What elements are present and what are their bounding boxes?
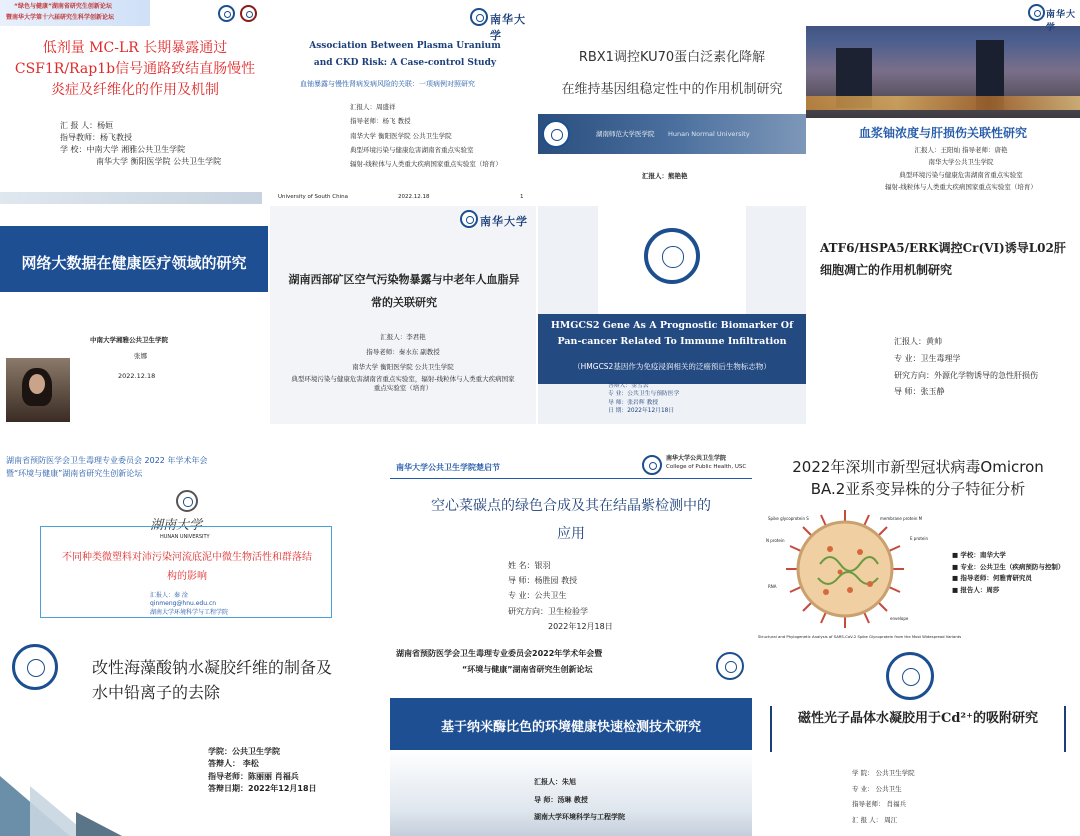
- slide-title: 改性海藻酸钠水凝胶纤维的制备及水中铅离子的去除: [92, 658, 333, 702]
- slide-3: [538, 0, 806, 204]
- info-block: [852, 766, 915, 828]
- research-line: 研究方向：卫生检验学: [508, 606, 588, 616]
- advisor-line: 指导老师： 肖福兵: [852, 800, 907, 809]
- advisor-line: 指导老师：秦水东 副教授: [366, 347, 440, 356]
- diagram-label-rna: RNA: [768, 584, 777, 589]
- bottom-strip: [0, 192, 262, 204]
- slide-title-en: Association Between Plasma Uranium and CKD Risk: A Case-control Study: [309, 41, 501, 69]
- slide-14: [756, 644, 1080, 836]
- presentation-date: 2022.12.18: [118, 372, 156, 380]
- diagram-label-envelope: envelope: [890, 616, 909, 621]
- advisor-line: 导 师：杨胜园 教授: [508, 576, 578, 586]
- info-block: [894, 334, 1038, 401]
- reporter-line: 汇报人：黄帅: [894, 337, 942, 346]
- date-line: 2022年12月18日: [548, 621, 613, 631]
- major-item: ■ 专业：公共卫生（疾病预防与控制）: [952, 562, 1065, 571]
- college-logo-cn: 南华大学公共卫生学院: [666, 455, 727, 462]
- reporter-line: 汇报人：王阳灿 指导老师：唐艳: [914, 146, 1008, 154]
- slide-8: [806, 206, 1080, 424]
- info-block: [208, 746, 317, 796]
- info-block: [290, 330, 516, 393]
- university-seal-icon: [644, 228, 700, 284]
- diagram-label-e-protein: E protein: [910, 536, 929, 541]
- slide-title: 低剂量 MC-LR 长期暴露通过CSF1R/Rap1b信号通路致结直肠慢性炎症及纤维化的作用及机制: [14, 40, 256, 98]
- info-block: [866, 144, 1056, 193]
- university-seal-icon: [470, 8, 488, 26]
- reporter-line: 汇报人：周盛祥: [350, 103, 396, 111]
- reporter-line: 汇 报 人： 周江: [852, 815, 898, 824]
- lab-line-2: 辐射-线粒体与人类重大疾病国家重点实验室（培育）: [885, 183, 1037, 192]
- slide-2: [270, 0, 532, 204]
- university-seal-icon: [460, 210, 478, 228]
- slide-title: 磁性光子晶体水凝胶用于Cd²⁺的吸附研究: [798, 711, 1038, 726]
- diagram-label-membrane: membrane protein M: [880, 516, 923, 521]
- slide-11: [390, 452, 752, 636]
- slide-6: [270, 206, 536, 424]
- university-name-cn: 湖南师范大学医学院: [596, 130, 655, 138]
- brand-logo: 南华大学: [490, 13, 526, 42]
- info-block: [60, 120, 221, 168]
- school-line: 湖南大学环境科学与工程学院: [150, 608, 229, 616]
- header-line-2: 暨南华大学第十六届研究生科学创新论坛: [6, 14, 115, 21]
- header-line-1: 湖南省预防医学会卫生毒理专业委员会2022年学术年会暨: [396, 649, 603, 658]
- brand-logo: 南华大学: [480, 215, 528, 228]
- reporter-line: 答辩人：金雪云: [608, 383, 649, 389]
- school-line: 学 院： 公共卫生学院: [852, 769, 915, 777]
- advisor-line: 导 师：张玉静: [894, 387, 945, 397]
- reporter-line: 汇报人：李君艳: [380, 333, 426, 341]
- info-list: [952, 550, 1064, 597]
- info-block: [534, 774, 625, 827]
- name-line: 姓 名：银羽: [508, 561, 551, 570]
- reporter-line: 汇报人：熊艳艳: [642, 172, 688, 180]
- advisor-line: 指导教师：杨飞教授: [60, 133, 132, 142]
- header-rule: [390, 478, 752, 479]
- university-seal-icon: [176, 490, 198, 512]
- footer-university: University of South China: [278, 194, 348, 200]
- university-name-en: HUNAN UNIVERSITY: [160, 534, 210, 540]
- slide-title-cn: （HMGCS2基因作为免疫浸润相关的泛癌预后生物标志物）: [573, 362, 771, 371]
- school-line: 学 校：中南大学 湘雅公共卫生学院: [60, 145, 186, 154]
- slide-title: 网络大数据在健康医疗领域的研究: [21, 254, 247, 272]
- header-text: 南华大学公共卫生学院楚启节: [396, 463, 500, 472]
- slide-title-line-2: BA.2亚系变异株的分子特征分析: [810, 480, 1026, 498]
- university-seal-icon: [1028, 4, 1045, 21]
- info-block: [508, 558, 613, 634]
- reporter-line: 汇报人：秦 淦: [150, 592, 188, 599]
- header-line-1: 湖南省预防医学会卫生毒理专业委员会 2022 年学术年会: [6, 456, 208, 465]
- slide-title: 空心菜碳点的绿色合成及其在结晶紫检测中的应用: [431, 498, 711, 542]
- slide-title-line-1: 2022年深圳市新型冠状病毒Omicron: [792, 458, 1044, 476]
- slide-title-line-2: 在维持基因组稳定性中的作用机制研究: [561, 82, 783, 97]
- slide-4: [806, 0, 1080, 206]
- lab-line: 典型环境污染与健康危害湖南省重点实验室，辐射-线粒体与人类重大疾病国家重点实验室（培育）: [291, 374, 515, 392]
- school-line-2: 南华大学 衡阳医学院 公共卫生学院: [96, 157, 222, 166]
- virus-diagram: [760, 504, 930, 634]
- reporter-block: [150, 592, 228, 617]
- info-block: [350, 100, 502, 171]
- school-line: 南华大学公共卫生学院: [928, 158, 994, 167]
- reporter-text: 报告人：周莎: [960, 586, 1000, 595]
- slide-9: [0, 452, 360, 632]
- college-logo-en: College of Public Health, USC: [666, 464, 747, 470]
- webcam-face: [29, 374, 45, 394]
- university-name-en: Hunan Normal University: [668, 130, 750, 138]
- advisor-line: 导 师：张岩辉 教授: [608, 399, 659, 406]
- university-seal-icon: [218, 5, 235, 22]
- diagram-label-n-protein: N protein: [766, 538, 785, 543]
- slide-title: 基于纳米酶比色的环境健康快速检测技术研究: [440, 720, 701, 735]
- university-seal-icon: [240, 5, 257, 22]
- lab-line: 典型环境污染与健康危害湖南省重点实验室: [350, 145, 474, 154]
- school-item: ■ 学校：南华大学: [952, 551, 1006, 559]
- major-line: 专 业：公共卫生: [508, 591, 567, 601]
- slide-title-line-1: RBX1调控KU70蛋白泛素化降解: [578, 50, 766, 65]
- date-line: 答辩日期：2022年12月18日: [208, 784, 317, 794]
- lab-line: 典型环境污染与健康危害湖南省重点实验室: [899, 170, 1023, 179]
- school-text: 学校：南华大学: [960, 551, 1006, 559]
- slide-title: 血浆铀浓度与肝损伤关联性研究: [858, 126, 1027, 140]
- slide-10: [0, 636, 360, 836]
- slide-5: [0, 206, 268, 424]
- diagram-label-spike: Spike glycoprotein S: [768, 516, 809, 521]
- presenter-name: 张娜: [134, 352, 147, 360]
- reporter-line: 汇报人：朱旭: [534, 778, 576, 786]
- decor-triangle: [76, 812, 122, 836]
- college-seal-icon: [642, 455, 662, 475]
- slide-title: ATF6/HSPA5/ERK调控Cr(VI)诱导L02肝细胞凋亡的作用机制研究: [820, 241, 1066, 277]
- info-block: [608, 382, 679, 416]
- school-line: 湖南大学环境科学与工程学院: [534, 813, 625, 821]
- header-line-2: 暨“环境与健康”湖南省研究生创新论坛: [6, 469, 143, 478]
- footer-date: 2022.12.18: [398, 194, 430, 200]
- figure-caption: Structural and Phylogenetic Analysis of SARS-CoV-2 Spike Glycoprotein from the Most Widespread Variants: [758, 634, 962, 639]
- slide-title: 湖南西部矿区空气污染物暴露与中老年人血脂异常的关联研究: [288, 273, 520, 310]
- footer-page: 1: [520, 194, 524, 200]
- advisor-text: 指导老师：何雅青研究员: [960, 574, 1032, 583]
- brand-logo: 南华大学: [1046, 10, 1077, 33]
- advisor-line: 导 师：汤琳 教授: [534, 795, 588, 804]
- advisor-line: 指导老师：陈丽丽 肖福兵: [208, 771, 299, 781]
- lab-line-2: 辐射-线粒体与人类重大疾病国家重点实验室（培育）: [350, 160, 502, 169]
- title-frame-left: [770, 706, 772, 752]
- reporter-line: 汇 报 人：杨姮: [60, 121, 114, 130]
- major-line: 专 业：公共卫生与预防医学: [608, 391, 680, 398]
- slide-title-cn: 血铀暴露与慢性肾病发病风险的关联：一项病例对照研究: [300, 80, 475, 88]
- email-line: qinmeng@hnu.edu.cn: [150, 600, 217, 608]
- major-text: 专业：公共卫生（疾病预防与控制）: [960, 562, 1065, 571]
- org-line: 中南大学湘雅公共卫生学院: [90, 336, 168, 344]
- slide-12: [390, 642, 752, 836]
- header-line-2: “环境与健康”湖南省研究生创新论坛: [462, 665, 593, 674]
- university-seal-icon: [542, 120, 570, 148]
- research-line: 研究方向：外源化学物诱导的急性肝损伤: [894, 370, 1038, 380]
- reporter-line: 答辩人： 李松: [208, 759, 259, 769]
- major-line: 专 业：卫生毒理学: [894, 353, 961, 363]
- slide-7: [538, 206, 806, 424]
- university-seal-icon: [886, 652, 934, 700]
- university-seal-icon: [716, 652, 744, 680]
- reporter-item: ■ 报告人：周莎: [952, 586, 1000, 595]
- slide-title: 不同种类微塑料对沛污染河流底泥中微生物活性和群落结构的影响: [62, 552, 312, 582]
- date-line: 日 期：2022年12月18日: [608, 408, 675, 415]
- major-line: 专 业： 公共卫生: [852, 784, 902, 793]
- advisor-line: 指导老师：杨飞 教授: [350, 117, 411, 126]
- school-line: 学院：公共卫生学院: [208, 747, 280, 756]
- university-seal-icon: [12, 644, 58, 690]
- advisor-item: ■ 指导老师：何雅青研究员: [952, 574, 1032, 583]
- university-name-cn: 湖南大学: [150, 518, 203, 533]
- school-line: 南华大学 衡阳医学院 公共卫生学院: [350, 131, 452, 140]
- school-line: 南华大学 衡阳医学院 公共卫生学院: [352, 362, 454, 371]
- slide-1: [0, 0, 262, 204]
- header-line-1: “绿色与健康”湖南省研究生创新论坛: [14, 3, 112, 10]
- campus-lights: [806, 96, 1080, 110]
- slide-13: [756, 452, 1080, 642]
- slide-title-en: HMGCS2 Gene As A Prognostic Biomarker Of Pan-cancer Related To Immune Infiltration: [550, 320, 794, 348]
- title-frame-right: [1064, 706, 1066, 752]
